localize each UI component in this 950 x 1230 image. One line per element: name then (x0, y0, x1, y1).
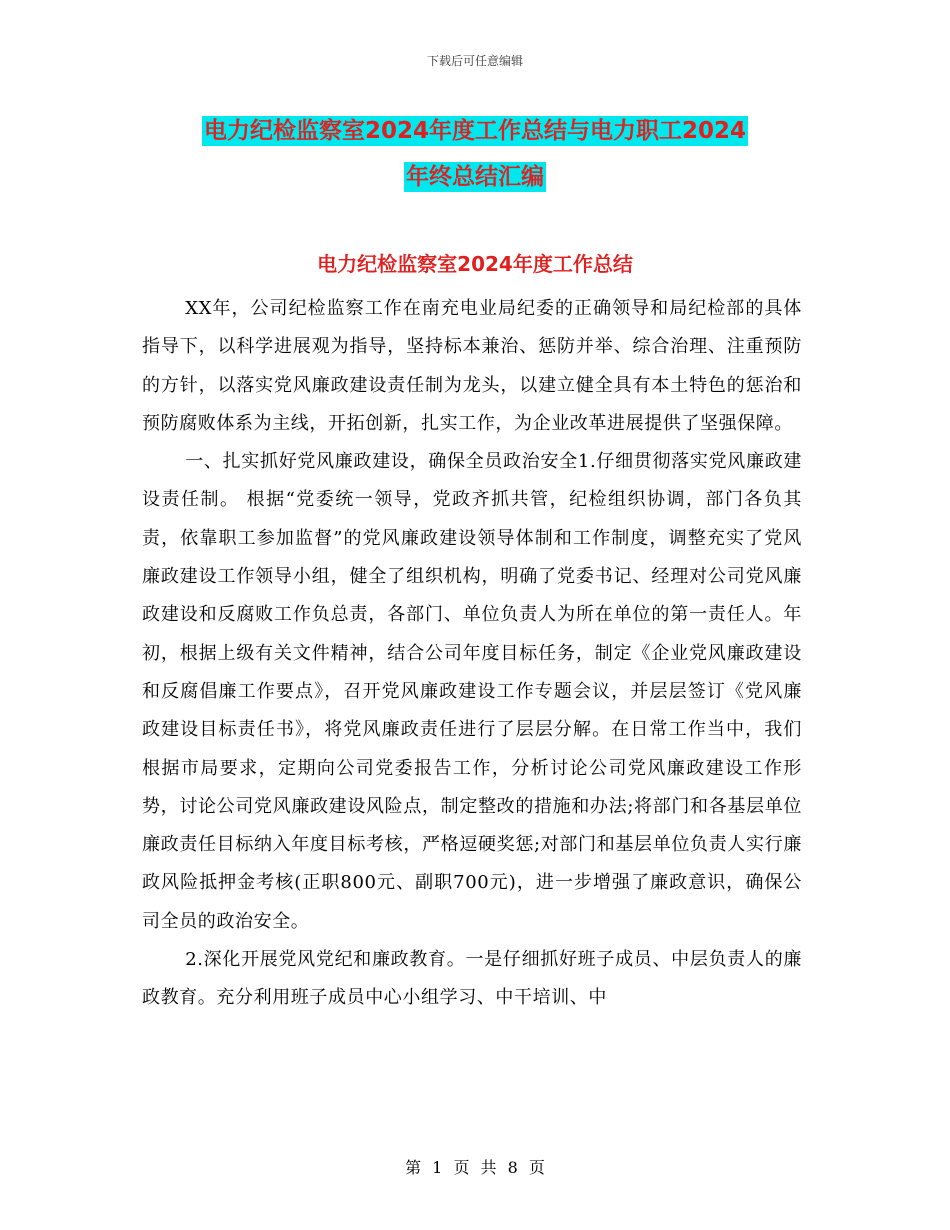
document-body (142, 290, 802, 1018)
section-title: 电力纪检监察室2024年度工作总结 (317, 252, 633, 276)
paragraph: XX年，公司纪检监察工作在南充电业局纪委的正确领导和局纪检部的具体指导下，以科学进展观为指导，坚持标本兼治、惩防并举、综合治理、注重预防的方针，以落实党风廉政建设责任制为龙头，以建立健全具有本土特色的惩治和预防腐败体系为主线，开拓创新，扎实工作，为企业改革进展提供了坚强保障。 (142, 298, 802, 434)
header-note: 下载后可任意编辑 (426, 54, 523, 68)
page-footer: 第 1 页 共 8 页 (405, 1158, 545, 1177)
title-line-1: 电力纪检监察室2024年度工作总结与电力职工2024 (203, 118, 747, 144)
title-line-2: 年终总结汇编 (406, 164, 544, 190)
paragraph: 2.深化开展党风党纪和廉政教育。一是仔细抓好班子成员、中层负责人的廉政教育。充分利用班子成员中心小组学习、中干培训、中 (142, 949, 802, 1009)
document-title (0, 108, 950, 200)
paragraph: 一、扎实抓好党风廉政建设，确保全员政治安全1.仔细贯彻落实党风廉政建设责任制。 根据“党委统一领导，党政齐抓共管，纪检组织协调，部门各负其责，依靠职工参加监督”的党风廉政建设领导体制和工作制度，调整充实了党风廉政建设工作领导小组，健全了组织机构，明确了党委书记、经理对公司党风廉政建设和反腐败工作负总责，各部门、单位负责人为所在单位的第一责任人。年初，根据上级有关文件精神，结合公司年度目标任务，制定《企业党风廉政建设和反腐倡廉工作要点》，召开党风廉政建设工作专题会议，并层层签订《党风廉政建设目标责任书》，将党风廉政责任进行了层层分解。在日常工作当中，我们根据市局要求，定期向公司党委报告工作，分析讨论公司党风廉政建设工作形势，讨论公司党风廉政建设风险点，制定整改的措施和办法;将部门和各基层单位廉政责任目标纳入年度目标考核，严格逗硬奖惩;对部门和基层单位负责人实行廉政风险抵押金考核(正职800元、副职700元)，进一步增强了廉政意识，确保公司全员的政治安全。 (142, 451, 802, 932)
